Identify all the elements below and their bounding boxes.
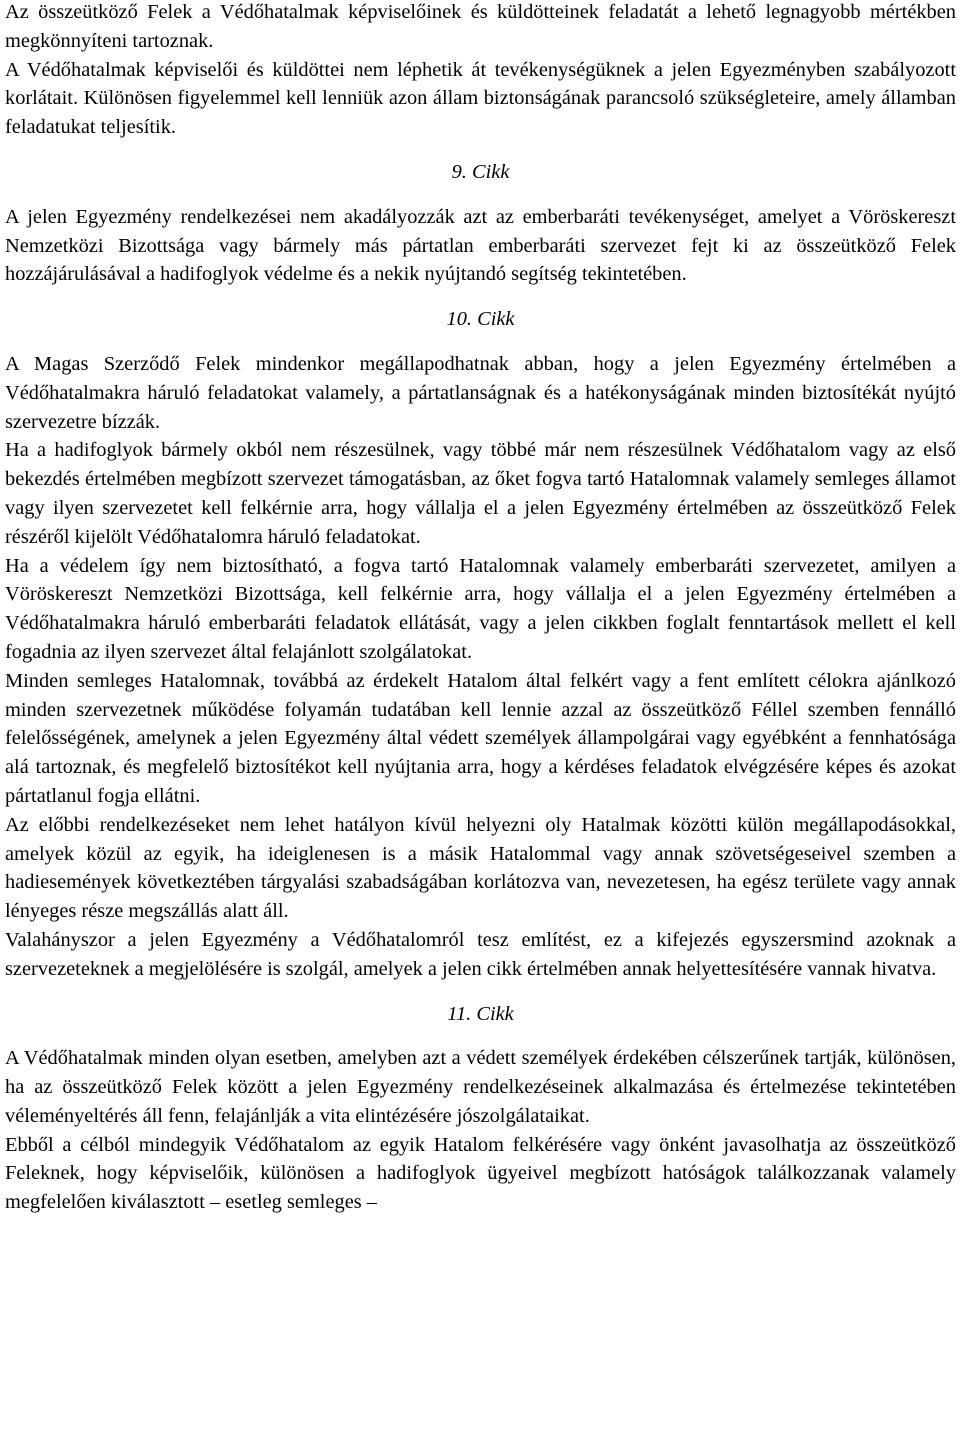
paragraph: Az előbbi rendelkezéseket nem lehet hatályon kívül helyezni oly Hatalmak közötti külön megállapodásokkal, amelyek közül az egyik, ha ideiglenesen is a másik Hatalommal vagy annak szövetségeseivel szemben a hadiesemények következtében tárgyalási szabadságában korlátozva van, nevezetesen, ha egész területe vagy annak lényeges része megszállás alatt áll. <box>5 813 956 923</box>
article-heading: 9. Cikk <box>451 160 510 183</box>
article-heading: 11. Cikk <box>447 1002 514 1025</box>
paragraph: Ebből a célból mindegyik Védőhatalom az egyik Hatalom felkérésére vagy önként javasolhatja az összeütköző Feleknek, hogy képviselőik, különösen a hadifoglyok ügyeivel megbízott hatóságok találkozzanak valamely megfelelően kiválasztott – esetleg semleges – <box>5 1133 956 1214</box>
paragraph: A Magas Szerződő Felek mindenkor megállapodhatnak abban, hogy a jelen Egyezmény értelmében a Védőhatalmakra háruló feladatokat valamely, a pártatlanságnak és a hatékonyságának minden biztosítékát nyújtó szervezetre bízzák. <box>5 352 956 433</box>
article-heading: 10. Cikk <box>446 308 515 331</box>
paragraph: A Védőhatalmak minden olyan esetben, amelyben azt a védett személyek érdekében célszerűnek tartják, különösen, ha az összeütköző Felek között a jelen Egyezmény rendelkezéseinek alkalmazása és értelmezése tekintetében véleményeltérés áll fenn, felajánlják a vita elintézésére jószolgálataikat. <box>5 1047 956 1127</box>
paragraph: Minden semleges Hatalomnak, továbbá az érdekelt Hatalom által felkért vagy a fent említett célokra ajánlkozó minden szervezetnek működése folyamán tudatában kell lennie azzal az összeütköző Féllel szemben fennálló felelősségének, amelynek a jelen Egyezmény által védett személyek állampolgárai vagy egyébként a fennhatósága alá tartoznak, és megfelelő biztosítékot kell nyújtania arra, hogy a kérdéses feladatok elvégzésére képes és azokat pártatlanul fogja ellátni. <box>5 669 956 807</box>
paragraph: A Védőhatalmak képviselői és küldöttei nem léphetik át tevékenységüknek a jelen Egyezményben szabályozott korlátait. Különösen figyelemmel kell lenniük azon állam biztonságának parancsoló szükségleteire, amely államban feladatukat teljesítik. <box>5 58 956 139</box>
paragraph: Ha a hadifoglyok bármely okból nem részesülnek, vagy többé már nem részesülnek Védőhatalom vagy az első bekezdés értelmében megbízott szervezet támogatásban, az őket fogva tartó Hatalomnak valamely semleges államot vagy ilyen szervezetet kell felkérnie arra, hogy vállalja el a jelen Egyezmény értelmében az összeütköző Felek részéről kijelölt Védőhatalomra háruló feladatokat. <box>5 439 956 548</box>
paragraph: Ha a védelem így nem biztosítható, a fogva tartó Hatalomnak valamely emberbaráti szervezetet, amilyen a Vöröskereszt Nemzetközi Bizottsága, kell felkérnie arra, hogy vállalja el a jelen Egyezmény értelmében a Védőhatalmakra háruló emberbaráti feladatok ellátását, vagy a jelen cikkben foglalt fenntartások mellett el kell fogadnia az ilyen szervezet által felajánlott szolgálatokat. <box>5 554 956 663</box>
paragraph: A jelen Egyezmény rendelkezései nem akadályozzák azt az emberbaráti tevékenységet, amelyet a Vöröskereszt Nemzetközi Bizottsága vagy bármely más pártatlan emberbaráti szervezet fejt ki az összeütköző Felek hozzájárulásával a hadifoglyok védelme és a nekik nyújtandó segítség tekintetében. <box>5 205 956 286</box>
paragraph: Valahányszor a jelen Egyezmény a Védőhatalomról tesz említést, ez a kifejezés egyszersmind azoknak a szervezeteknek a megjelölésére is szolgál, amelyek a jelen cikk értelmében annak helyettesítésére vannak hivatva. <box>5 928 956 980</box>
paragraph: Az összeütköző Felek a Védőhatalmak képviselőinek és küldötteinek feladatát a lehető legnagyobb mértékben megkönnyíteni tartoznak. <box>5 1 956 52</box>
